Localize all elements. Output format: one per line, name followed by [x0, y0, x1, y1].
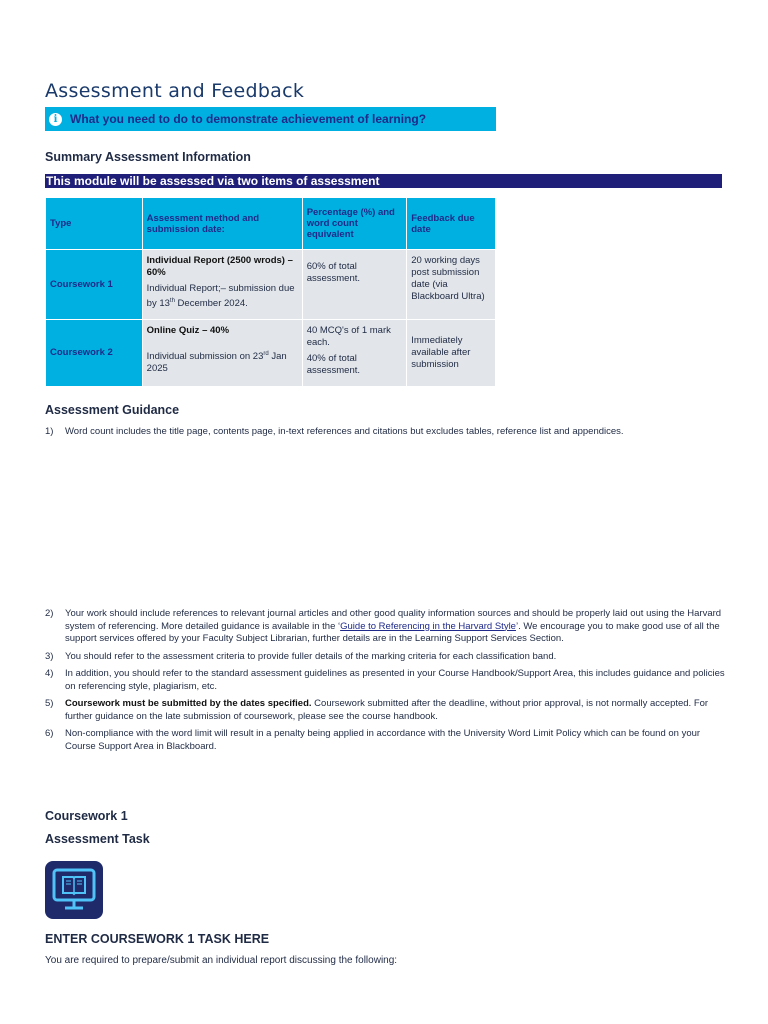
harvard-guide-link[interactable]: Guide to Referencing in the Harvard Style: [340, 620, 516, 632]
row-type: Coursework 1: [46, 250, 142, 319]
info-banner-text: What you need to do to demonstrate achievement of learning?: [70, 112, 427, 126]
row-percentage: 40 MCQ's of 1 mark each. 40% of total assessment.: [303, 320, 407, 386]
table-header: Feedback due date: [407, 198, 495, 249]
row-type: Coursework 2: [46, 320, 142, 386]
page-title: Assessment and Feedback: [45, 80, 305, 102]
row-method: [143, 320, 302, 386]
computer-book-icon: [45, 861, 103, 919]
task-heading: ENTER COURSEWORK 1 TASK HERE: [45, 932, 270, 946]
guidance-list-continued: [45, 608, 725, 758]
row-percentage: 60% of total assessment.: [303, 250, 407, 319]
summary-title: Summary Assessment Information: [45, 150, 251, 164]
method-detail: Individual Report;– submission due by 13th December 2024.: [146, 283, 295, 310]
method-detail: Individual submission on 23rd Jan 2025: [146, 351, 287, 375]
list-item: 5) Coursework must be submitted by the dates specified. Coursework submitted after the deadline, without prior approval, is not normally accepted. For further guidance on the late submission of coursework, please see the course handbook.: [45, 698, 709, 722]
row-method: [143, 250, 302, 319]
assessment-task-label: Assessment Task: [45, 832, 150, 846]
assessment-table: [45, 197, 496, 387]
table-row: [46, 320, 495, 386]
table-header-row: [46, 198, 495, 249]
module-bar: This module will be assessed via two items of assessment: [45, 174, 722, 188]
table-row: [46, 250, 495, 319]
list-item: 3) You should refer to the assessment criteria to provide fuller details of the marking criteria for each classification band.: [45, 650, 557, 662]
row-feedback: 20 working days post submission date (via Blackboard Ultra): [407, 250, 495, 319]
row-feedback: Immediately available after submission: [407, 320, 495, 386]
table-header: Type: [46, 198, 142, 249]
list-item: 2) Your work should include references to relevant journal articles and other good quality information sources and should be properly laid out using the Harvard system of referencing. More detailed guidance is available in the ‘Guide to Referencing in the Harvard Style’. We encourage you to make good use of all the support services offered by your Faculty Subject Librarian, further details are in the Learning Support Services Section.: [45, 608, 722, 644]
list-item: 4) In addition, you should refer to the standard assessment guidelines as presented in your Course Handbook/Support Area, this includes guidance and policies on referencing style, plagiarism, etc.: [45, 668, 725, 692]
table-header: Assessment method and submission date:: [143, 198, 302, 249]
info-banner: [45, 107, 496, 131]
task-text: You are required to prepare/submit an individual report discussing the following:: [45, 955, 398, 966]
list-item: 6) Non-compliance with the word limit will result in a penalty being applied in accordance with the University Word Limit Policy which can be found on your Course Support Area in Blackboard.: [45, 728, 701, 752]
info-icon: i: [49, 113, 62, 126]
method-title: Individual Report (2500 wrods) – 60%: [146, 255, 293, 278]
coursework-label: Coursework 1: [45, 809, 128, 823]
guidance-title: Assessment Guidance: [45, 403, 180, 417]
list-item: 1) Word count includes the title page, contents page, in-text references and citations but excludes tables, reference list and appendices.: [45, 426, 624, 437]
method-title: Online Quiz – 40%: [146, 325, 230, 337]
table-header: Percentage (%) and word count equivalent: [303, 198, 407, 249]
guidance-list: [45, 426, 725, 444]
